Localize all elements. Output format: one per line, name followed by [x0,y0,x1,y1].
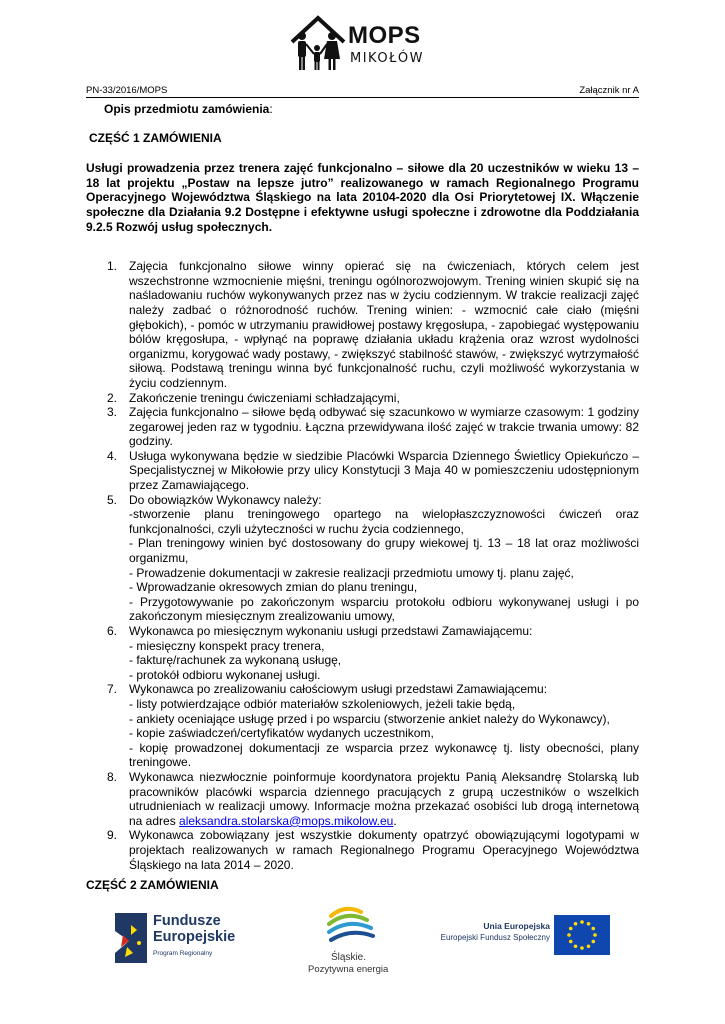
subject-heading [104,102,639,117]
list-number: 3. [107,405,118,420]
fe-line3: Program Regionalny [153,950,213,957]
mops-logo [290,14,440,74]
sub-item: - Plan treningowy winien być dostosowany do grupy wiekowej tj. 13 – 18 lat oraz możliwości organizmu, [129,536,639,566]
fe-line2: Europejskie [153,929,236,945]
eu-star-icon [593,933,597,937]
requirements-list [86,259,639,872]
list-item [86,449,639,493]
fe-name [153,913,235,945]
sub-item: - Przygotowywanie po zakończonym wsparciu protokołu odbioru wykonywanej usługi i po zakończonym miesięcznym zrealizowaniu umowy, [129,594,639,624]
eu-star-icon [587,922,591,926]
list-item [86,624,639,682]
list-text: Usługa wykonywana będzie w siedzibie Placówki Wsparcia Dziennego Świetlicy Opiekuńczo – Specjalistycznej w Mikołowie przy ulicy Konstytucji 3 Maja 40 w pomieszczeniu udostępnionym przez Zamawiającego. [129,448,639,493]
logo-name: MOPS [348,22,421,49]
list-text: Wykonawca po miesięcznym wykonaniu usługi przedstawi Zamawiającemu: [129,624,533,638]
sub-item: -stworzenie planu treningowego opartego na wielopłaszczyznowości ćwiczeń oraz funkcjonalności, czyli użyteczności w ruchu życia codziennego, [129,507,639,536]
eu-star-icon [567,933,571,937]
subject-heading-label: Opis przedmiotu zamówienia [104,102,270,116]
sub-item: - listy potwierdzające odbiór materiałów szkoleniowych, jeżeli takie będą, [129,696,516,711]
attachment-label: Załącznik nr A [579,85,639,96]
list-text: Wykonawca zobowiązany jest wszystkie dokumenty opatrzyć obowiązującymi logotypami w projektach realizowanych w ramach Regionalnego Programu Operacyjnego Województwa Śląskiego na lata 2014 – 2020. [129,828,639,872]
list-number: 9. [107,828,118,843]
eu-star-icon [580,946,584,950]
fundusze-europejskie-icon [113,913,149,963]
slaskie-waves-icon [325,900,385,950]
list-item [86,682,639,770]
service-description: Usługi prowadzenia przez trenera zajęć funkcjonalno – siłowe dla 20 uczestników w wieku 13 – 18 lat projektu „Postaw na lepsze jutro” realizowanego w ramach Regionalnego Programu Operacyjnego Województwa Śląskiego na lata 20104-2020 dla Osi Priorytetowej IX. Włączenie społeczne dla Działania 9.2 Dostępne i efektywne usługi społeczne i zdrowotne dla Poddziałania 9.2.5 Rozwój usług społecznych. [86,161,639,234]
list-item [86,391,639,406]
sub-item: - kopie zaświadczeń/certyfikatów wydanych uczestnikom, [129,726,434,741]
sub-item: - kopię prowadzonej dokumentacji ze wsparcia przez wykonawcę tj. listy obecności, plany treningowe. [129,740,639,770]
slaskie-slogan: Pozytywna energia [308,964,389,975]
list-text: Wykonawca po zrealizowaniu całościowym usługi przedstawi Zamawiającemu: [129,682,548,697]
list-number: 4. [107,448,118,463]
footer-logos [0,895,725,985]
subject-heading-colon: : [269,102,273,116]
family-house-icon [290,14,348,74]
list-text: Zajęcia funkcjonalno siłowe winny opierać się na ćwiczeniach, których celem jest wszechstronne wzmocnienie mięśni, treningu ogólnorozwojowym. Trening winien skupić się na naśladowaniu ruchów wykonywanych przez nas w życiu codziennym. W trakcie realizacji zajęć należy zadbać o różnorodność ruchów. Trening winien: - wzmocnić całe ciało (mięśni głębokich), - pomóc w utrzymaniu prawidłowej postawy kręgosłupa, - zapobiegać występowaniu bólów kręgosłupa, - wpłynąć na poprawę działania układu krążenia oraz wzrost wydolności organizmu, korygować wady postawy, - zwiększyć stabilność stawów, - zwiększyć wytrzymałość siłową. Podstawą treningu winna być funkcjonalność ruchu, czyli możliwość wykorzystania w życiu codziennym. [129,259,639,390]
list-item [86,259,639,390]
list-number: 8. [107,769,118,784]
eu-logo [422,915,612,965]
list-number: 6. [107,624,118,638]
eu-flag-icon [554,915,610,955]
eu-star-icon [587,944,591,948]
eu-star-icon [569,940,573,944]
eu-star-icon [569,927,573,931]
eu-star-icon [574,922,578,926]
slaskie-name: Śląskie. [331,952,367,963]
sub-item: - Prowadzenie dokumentacji w zakresie realizacji przedmiotu umowy tj. planu zajęć, [129,565,574,580]
list-text-end: . [393,813,397,828]
sub-item: - miesięczny konspekt pracy trenera, [129,638,325,653]
email-link[interactable]: aleksandra.stolarska@mops.mikolow.eu [179,813,394,828]
sub-item: - ankiety oceniające usługę przed i po wsparciu (stworzenie ankiet należy do Wykonawcy), [129,711,610,726]
list-text: Wykonawca niezwłocznie poinformuje koordynatora projektu Panią Aleksandrę Stolarską lub pracowników placówki wsparcia dziennego pracujących z grupą uczestników o wszelkich utrudnieniach w realizacji umowy. Informacje można przekazać osobiści lub drogą internetową na adres [129,769,639,828]
list-number: 5. [107,492,118,507]
list-item [86,828,639,872]
eu-star-icon [574,944,578,948]
eu-star-icon [591,927,595,931]
header-divider [86,97,639,98]
part1-title: CZĘŚĆ 1 ZAMÓWIENIA [89,130,222,145]
eu-name: Unia Europejska [483,921,550,931]
part2-title: CZĘŚĆ 2 ZAMÓWIENIA [86,878,219,892]
eu-fund: Europejski Fundusz Społeczny [440,933,550,942]
list-item [86,770,639,828]
document-reference: PN-33/2016/MOPS [86,85,168,96]
logo-city: MIKOŁÓW [350,51,424,66]
list-item [86,405,639,449]
list-number: 1. [107,259,118,274]
fundusze-europejskie-logo [113,913,243,963]
sub-item: - protokół odbioru wykonanej usługi. [129,667,321,682]
list-number: 2. [107,390,118,405]
list-text: Do obowiązków Wykonawcy należy: [129,492,322,507]
fe-line1: Fundusze [153,913,221,929]
sub-item: - Wprowadzanie okresowych zmian do planu treningu, [129,580,418,595]
sub-item: - fakturę/rachunek za wykonaną usługę, [129,653,342,668]
list-item [86,493,639,624]
list-text: Zajęcia funkcjonalno – siłowe będą odbywać się szacunkowo w wymiarze czasowym: 1 godziny zegarowej jeden raz w tygodniu. Łączna przewidywana ilość zajęć w trakcie trwania umowy: 82 godziny. [129,405,639,449]
eu-star-icon [580,920,584,924]
slaskie-logo [305,900,395,980]
eu-star-icon [591,940,595,944]
document-body [86,100,639,872]
list-text: Zakończenie treningu ćwiczeniami schładzającymi, [129,390,400,405]
list-number: 7. [107,682,118,697]
document-header [86,85,639,96]
